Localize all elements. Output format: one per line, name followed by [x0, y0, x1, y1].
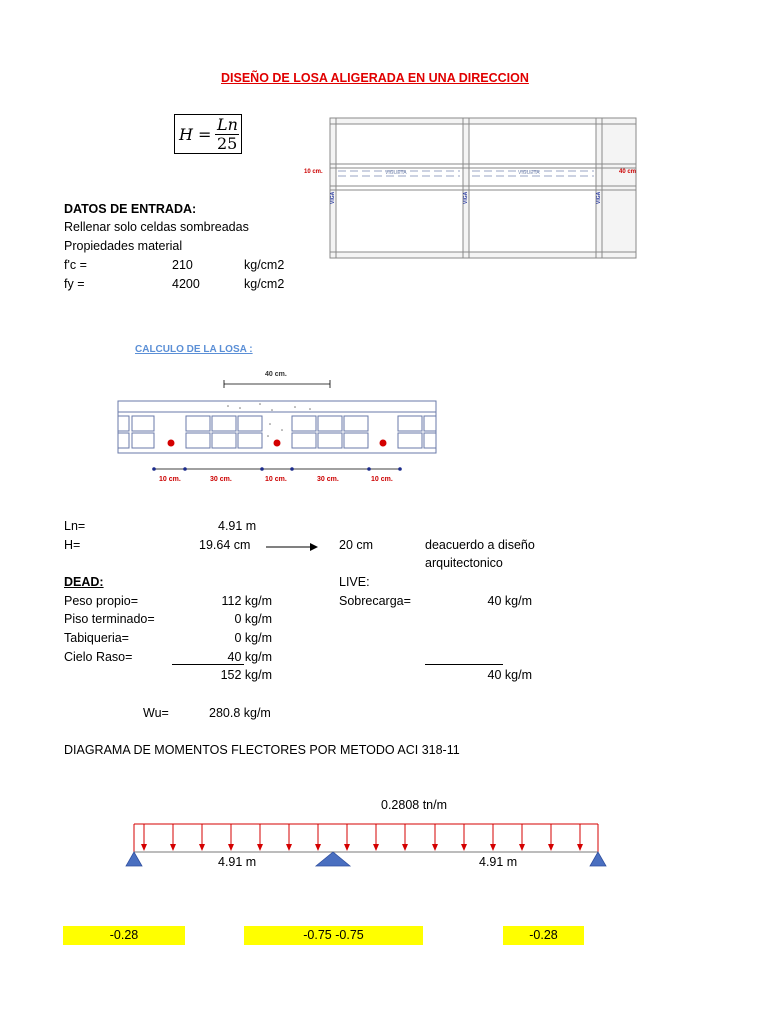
load-arrowhead-icon	[402, 844, 408, 851]
vigueta-label-right: VIGUETA	[518, 170, 540, 176]
span-1-label: 4.91 m	[218, 855, 257, 869]
fc-value: 210	[172, 258, 193, 272]
ln-value: 4.91 m	[218, 519, 257, 533]
live-total-line	[425, 664, 503, 665]
viga-label-2: VIGA	[463, 191, 469, 204]
load-arrowhead-icon	[315, 844, 321, 851]
fc-label: f'c =	[64, 258, 87, 272]
plan-right-dim: 40 cm	[619, 169, 637, 175]
fy-unit: kg/cm2	[244, 277, 285, 291]
dead-row-label: Piso terminado=	[64, 612, 155, 626]
section-dim-3: 10 cm.	[265, 476, 287, 483]
wu-label: Wu=	[143, 706, 169, 720]
formula-lhs: H =	[179, 125, 212, 144]
fy-label: fy =	[64, 277, 85, 291]
formula-denominator: 25	[217, 134, 238, 153]
load-arrowhead-icon	[432, 844, 438, 851]
load-arrowhead-icon	[577, 844, 583, 851]
h-adopted: 20 cm	[339, 538, 374, 552]
h-note-2: arquitectonico	[425, 556, 503, 570]
section-dim-1: 10 cm.	[159, 476, 181, 483]
load-arrowhead-icon	[199, 844, 205, 851]
fy-value: 4200	[172, 277, 200, 291]
inputs-material: Propiedades material	[64, 239, 183, 253]
plan-view-drawing	[300, 112, 640, 262]
load-arrowhead-icon	[228, 844, 234, 851]
moment-center: -0.75 -0.75	[244, 926, 423, 945]
load-label: 0.2808 tn/m	[381, 798, 448, 812]
load-arrowhead-icon	[286, 844, 292, 851]
ln-label: Ln=	[64, 519, 86, 533]
load-arrowhead-icon	[141, 844, 147, 851]
center-support-icon	[316, 852, 350, 866]
load-arrowhead-icon	[490, 844, 496, 851]
load-arrowhead-icon	[257, 844, 263, 851]
dead-row-value: 0 kg/m	[234, 631, 272, 645]
dead-row-value: 112 kg/m	[221, 594, 272, 608]
load-arrowhead-icon	[461, 844, 467, 851]
viga-label-1: VIGA	[330, 191, 336, 204]
formula-numerator: Ln	[217, 115, 238, 134]
moment-left: -0.28	[63, 926, 185, 945]
viga-label-3: VIGA	[596, 191, 602, 204]
inputs-heading: DATOS DE ENTRADA:	[64, 202, 197, 216]
live-total: 40 kg/m	[487, 668, 532, 682]
live-row-value: 40 kg/m	[487, 594, 532, 608]
dead-row-value: 40 kg/m	[227, 650, 272, 664]
dead-total: 152 kg/m	[220, 668, 272, 682]
formula-box	[174, 114, 242, 154]
span-2-label: 4.91 m	[479, 855, 518, 869]
dead-row-label: Tabiqueria=	[64, 631, 129, 645]
dead-heading: DEAD:	[64, 575, 104, 589]
section-heading: CALCULO DE LA LOSA :	[135, 344, 253, 355]
vigueta-label-left: VIGUETA	[385, 170, 407, 176]
dead-row-label: Cielo Raso=	[64, 650, 133, 664]
dead-total-line	[172, 664, 244, 665]
wu-value: 280.8 kg/m	[209, 706, 271, 720]
dead-row-value: 0 kg/m	[234, 612, 272, 626]
dead-row-label: Peso propio=	[64, 594, 139, 608]
section-dim-4: 30 cm.	[317, 476, 339, 483]
moment-right: -0.28	[503, 926, 584, 945]
load-arrowhead-icon	[170, 844, 176, 851]
arrow-right-icon	[264, 541, 320, 553]
right-support-icon	[590, 852, 606, 866]
fc-unit: kg/cm2	[244, 258, 285, 272]
load-arrows	[141, 824, 583, 851]
live-row-label: Sobrecarga=	[339, 594, 411, 608]
h-value: 19.64 cm	[199, 538, 251, 552]
slab-section-drawing	[110, 338, 450, 490]
section-dim-2: 30 cm.	[210, 476, 232, 483]
load-arrowhead-icon	[344, 844, 350, 851]
section-top-dim: 40 cm.	[265, 371, 287, 378]
left-support-icon	[126, 852, 142, 866]
inputs-note: Rellenar solo celdas sombreadas	[64, 220, 249, 234]
h-note-1: deacuerdo a diseño	[425, 538, 535, 552]
load-diagram	[120, 818, 620, 872]
plan-left-dim: 10 cm.	[304, 169, 323, 175]
page-title: DISEÑO DE LOSA ALIGERADA EN UNA DIRECCION	[221, 71, 529, 85]
load-arrowhead-icon	[548, 844, 554, 851]
section-dim-5: 10 cm.	[371, 476, 393, 483]
live-heading: LIVE:	[339, 575, 370, 589]
h-label: H=	[64, 538, 81, 552]
load-arrowhead-icon	[373, 844, 379, 851]
load-arrowhead-icon	[519, 844, 525, 851]
moments-heading: DIAGRAMA DE MOMENTOS FLECTORES POR METODO ACI 318-11	[64, 743, 460, 757]
